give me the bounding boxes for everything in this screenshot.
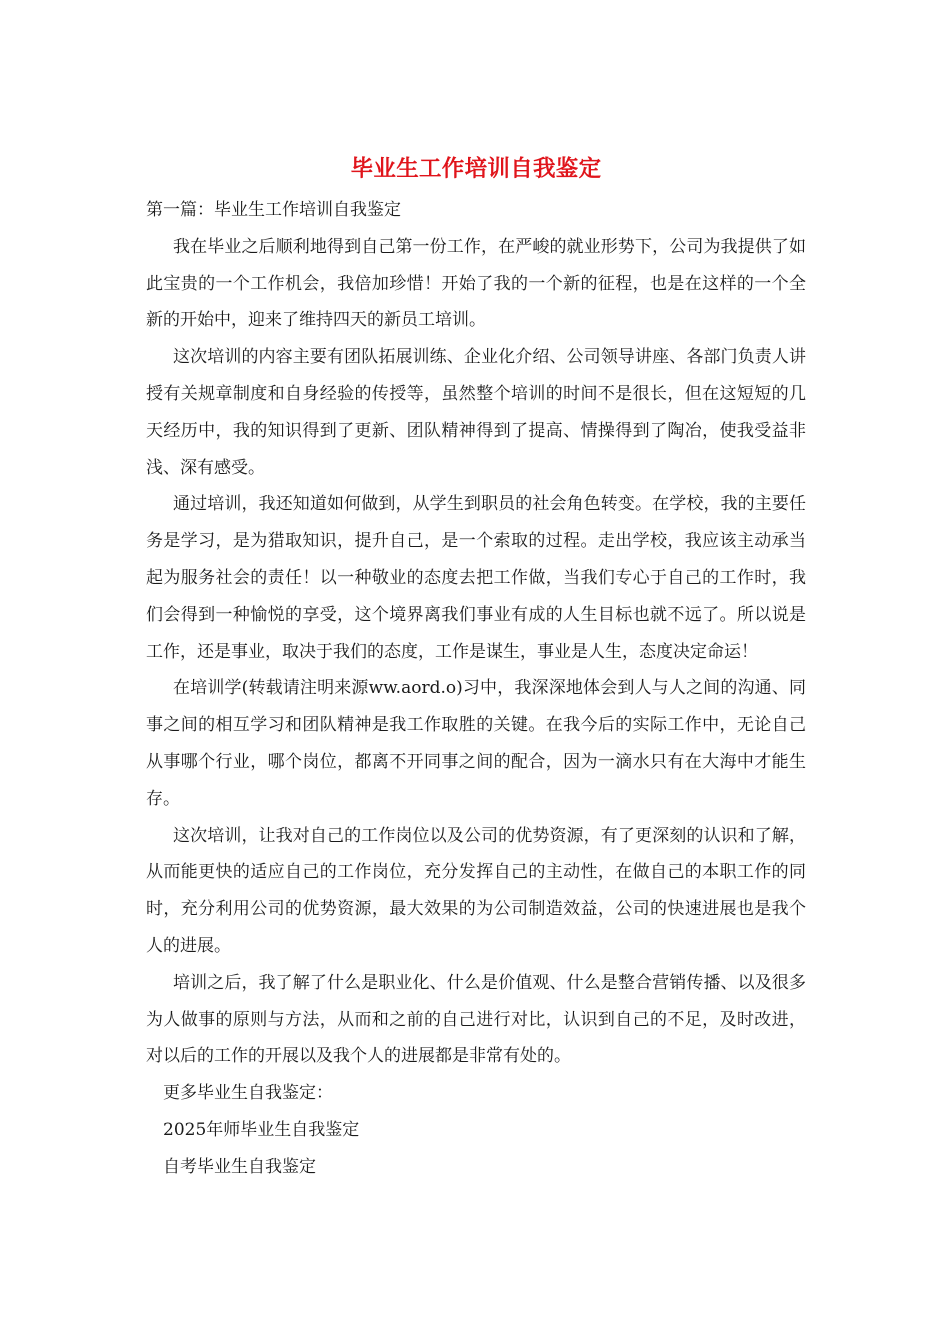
document-title: 毕业生工作培训自我鉴定 <box>350 156 602 182</box>
related-link-2[interactable]: 自考毕业生自我鉴定 <box>163 1156 316 1177</box>
document-body <box>146 148 806 1186</box>
paragraph-2: 这次培训的内容主要有团队拓展训练、企业化介绍、公司领导讲座、各部门负责人讲授有关规章制度和自身经验的传授等，虽然整个培训的时间不是很长，但在这短短的几天经历中，我的知识得到了更新、团队精神得到了提高、情操得到了陶冶，使我受益非浅、深有感受。 <box>146 347 806 478</box>
more-label: 更多毕业生自我鉴定： <box>163 1083 333 1104</box>
related-links <box>146 1075 806 1185</box>
paragraph-5: 这次培训，让我对自己的工作岗位以及公司的优势资源，有了更深刻的认识和了解，从而能更快的适应自己的工作岗位，充分发挥自己的主动性，在做自己的本职工作的同时，充分利用公司的优势资源，最大效果的为公司制造效益，公司的快速进展也是我个人的进展。 <box>146 825 806 956</box>
paragraph-4: 在培训学(转载请注明来源ww.aord.o)习中，我深深地体会到人与人之间的沟通、同事之间的相互学习和团队精神是我工作取胜的关键。在我今后的实际工作中，无论自己从事哪个行业，哪个岗位，都离不开同事之间的配合，因为一滴水只有在大海中才能生存。 <box>146 678 806 809</box>
section-heading: 第一篇：毕业生工作培训自我鉴定 <box>146 200 401 220</box>
related-link-1[interactable]: 2025年师毕业生自我鉴定 <box>163 1119 360 1140</box>
paragraph-1: 我在毕业之后顺利地得到自己第一份工作，在严峻的就业形势下，公司为我提供了如此宝贵的一个工作机会，我倍加珍惜！开始了我的一个新的征程，也是在这样的一个全新的开始中，迎来了维持四天的新员工培训。 <box>146 236 806 331</box>
paragraph-6: 培训之后，我了解了什么是职业化、什么是价值观、什么是整合营销传播、以及很多为人做事的原则与方法，从而和之前的自己进行对比，认识到自己的不足，及时改进，对以后的工作的开展以及我个人的进展都是非常有处的。 <box>146 972 806 1067</box>
paragraph-3: 通过培训，我还知道如何做到，从学生到职员的社会角色转变。在学校，我的主要任务是学习，是为猎取知识，提升自己，是一个索取的过程。走出学校，我应该主动承当起为服务社会的责任！以一种敬业的态度去把工作做，当我们专心于自己的工作时，我们会得到一种愉悦的享受，这个境界离我们事业有成的人生目标也就不远了。所以说是工作，还是事业，取决于我们的态度，工作是谋生，事业是人生，态度决定命运！ <box>146 494 806 662</box>
